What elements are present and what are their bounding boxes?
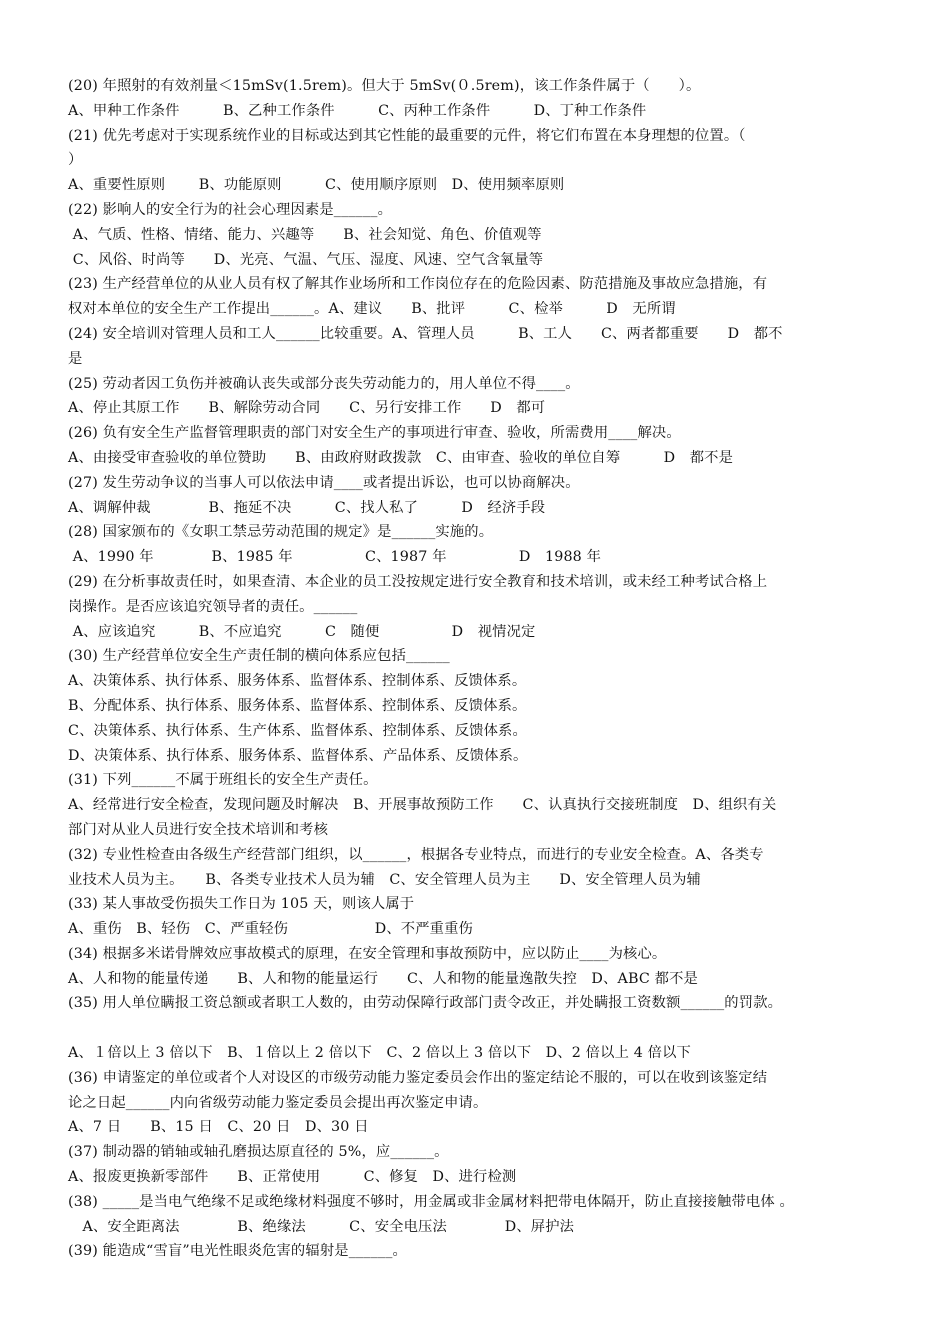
blank-line [68, 1016, 898, 1041]
text-line: A、气质、性格、情绪、能力、兴趣等 B、社会知觉、角色、价值观等 [68, 226, 542, 243]
text-line: (29) 在分析事故责任时，如果查清、本企业的员工没按规定进行安全教育和技术培训，或未经工种考试合格上 [68, 573, 768, 590]
text-line: (25) 劳动者因工负伤并被确认丧失或部分丧失劳动能力的，用人单位不得____。 [68, 375, 580, 392]
text-line: ） [68, 152, 83, 169]
text-line: A、重伤 B、轻伤 C、严重轻伤 D、不严重重伤 [68, 921, 474, 938]
text-line: (31) 下列______不属于班组长的安全生产责任。 [68, 772, 378, 789]
text-line: B、分配体系、执行体系、服务体系、监督体系、控制体系、反馈体系。 [68, 697, 527, 714]
text-line: D、决策体系、执行体系、服务体系、监督体系、产品体系、反馈体系。 [68, 747, 528, 764]
text-line: A、由接受审查验收的单位赞助 B、由政府财政拨款 C、由审查、验收的单位自筹 D 都不是 [68, 449, 734, 466]
text-line: (34) 根据多米诺骨牌效应事故模式的原理，在安全管理和事故预防中，应以防止____为核心。 [68, 945, 667, 962]
text-line: A、7 日 B、15 日 C、20 日 D、30 日 [68, 1119, 369, 1136]
text-line: A、报废更换新零部件 B、正常使用 C、修复 D、进行检测 [68, 1169, 517, 1186]
text-line: C、决策体系、执行体系、生产体系、监督体系、控制体系、反馈体系。 [68, 722, 527, 739]
text-line: (20) 年照射的有效剂量＜15mSv(1.5rem)。但大于 5mSv(０.5rem)，该工作条件属于（ ）。 [68, 78, 701, 94]
exam-questions-text [68, 74, 898, 1264]
text-line: (33) 某人事故受伤损失工作日为 105 天，则该人属于 [68, 896, 415, 913]
text-line: 是 [68, 350, 83, 367]
text-line: (26) 负有安全生产监督管理职责的部门对安全生产的事项进行审查、验收，所需费用____解决。 [68, 425, 681, 442]
text-line: A、应该追究 B、不应追究 C 随便 D 视情况定 [68, 623, 536, 640]
text-line: (30) 生产经营单位安全生产责任制的横向体系应包括______ [68, 648, 450, 665]
text-line: A、人和物的能量传递 B、人和物的能量运行 C、人和物的能量逸散失控 D、ABC 都不是 [68, 970, 698, 987]
text-line: (36) 申请鉴定的单位或者个人对设区的市级劳动能力鉴定委员会作出的鉴定结论不服的，可以在收到该鉴定结 [68, 1069, 768, 1086]
text-line: (28) 国家颁布的《女职工禁忌劳动范围的规定》是______实施的。 [68, 524, 494, 541]
text-line: 岗操作。是否应该追究领导者的责任。______ [68, 598, 358, 615]
text-line: A、停止其原工作 B、解除劳动合同 C、另行安排工作 D 都可 [68, 400, 546, 417]
text-line: (39) 能造成“雪盲”电光性眼炎危害的辐射是______。 [68, 1243, 407, 1260]
text-line: (38) _____是当电气绝缘不足或绝缘材料强度不够时，用金属或非金属材料把带电体隔开，防止直接接触带电体 。 [68, 1193, 794, 1210]
text-line: C、风俗、时尚等 D、光亮、气温、气压、湿度、风速、空气含氧量等 [68, 251, 544, 268]
text-line: 业技术人员为主。 B、各类专业技术人员为辅 C、安全管理人员为主 D、安全管理人员为辅 [68, 871, 701, 888]
text-line: (23) 生产经营单位的从业人员有权了解其作业场所和工作岗位存在的危险因素、防范措施及事故应急措施，有 [68, 276, 768, 293]
text-line: (27) 发生劳动争议的当事人可以依法申请____或者提出诉讼，也可以协商解决。 [68, 474, 580, 491]
text-line: A、1990 年 B、1985 年 C、1987 年 D 1988 年 [68, 549, 602, 566]
text-line: A、决策体系、执行体系、服务体系、监督体系、控制体系、反馈体系。 [68, 673, 527, 690]
text-line: 论之日起______内向省级劳动能力鉴定委员会提出再次鉴定申请。 [68, 1094, 488, 1111]
text-line: A、安全距离法 B、绝缘法 C、安全电压法 D、屏护法 [68, 1218, 575, 1235]
text-line: (32) 专业性检查由各级生产经营部门组织，以______，根据各专业特点，而进行的专业安全检查。A、各类专 [68, 846, 764, 863]
text-line: (35) 用人单位瞒报工资总额或者职工人数的，由劳动保障行政部门责令改正，并处瞒报工资数额______的罚款。 [68, 995, 783, 1012]
text-line: A、１倍以上 3 倍以下 B、１倍以上 2 倍以下 C、2 倍以上 3 倍以下 D、2 倍以上 4 倍以下 [68, 1045, 691, 1062]
text-line: (37) 制动器的销轴或轴孔磨损达原直径的 5%，应______。 [68, 1144, 449, 1161]
text-line: (21) 优先考虑对于实现系统作业的目标或达到其它性能的最重要的元件，将它们布置在本身理想的位置。（ [68, 127, 746, 144]
text-line: A、甲种工作条件 B、乙种工作条件 C、丙种工作条件 D、丁种工作条件 [68, 102, 647, 119]
text-line: (22) 影响人的安全行为的社会心理因素是______。 [68, 201, 393, 218]
text-line: A、经常进行安全检查，发现问题及时解决 B、开展事故预防工作 C、认真执行交接班制度 D、组织有关 [68, 797, 777, 814]
text-line: (24) 安全培训对管理人员和工人______比较重要。A、管理人员 B、工人 C、两者都重要 D 都不 [68, 325, 783, 342]
text-line: 权对本单位的安全生产工作提出______。A、建议 B、批评 C、检举 D 无所谓 [68, 301, 676, 318]
text-line: A、调解仲裁 B、拖延不决 C、找人私了 D 经济手段 [68, 499, 546, 516]
text-line: A、重要性原则 B、功能原则 C、使用顺序原则 D、使用频率原则 [68, 177, 565, 194]
text-line: 部门对从业人员进行安全技术培训和考核 [68, 821, 329, 838]
